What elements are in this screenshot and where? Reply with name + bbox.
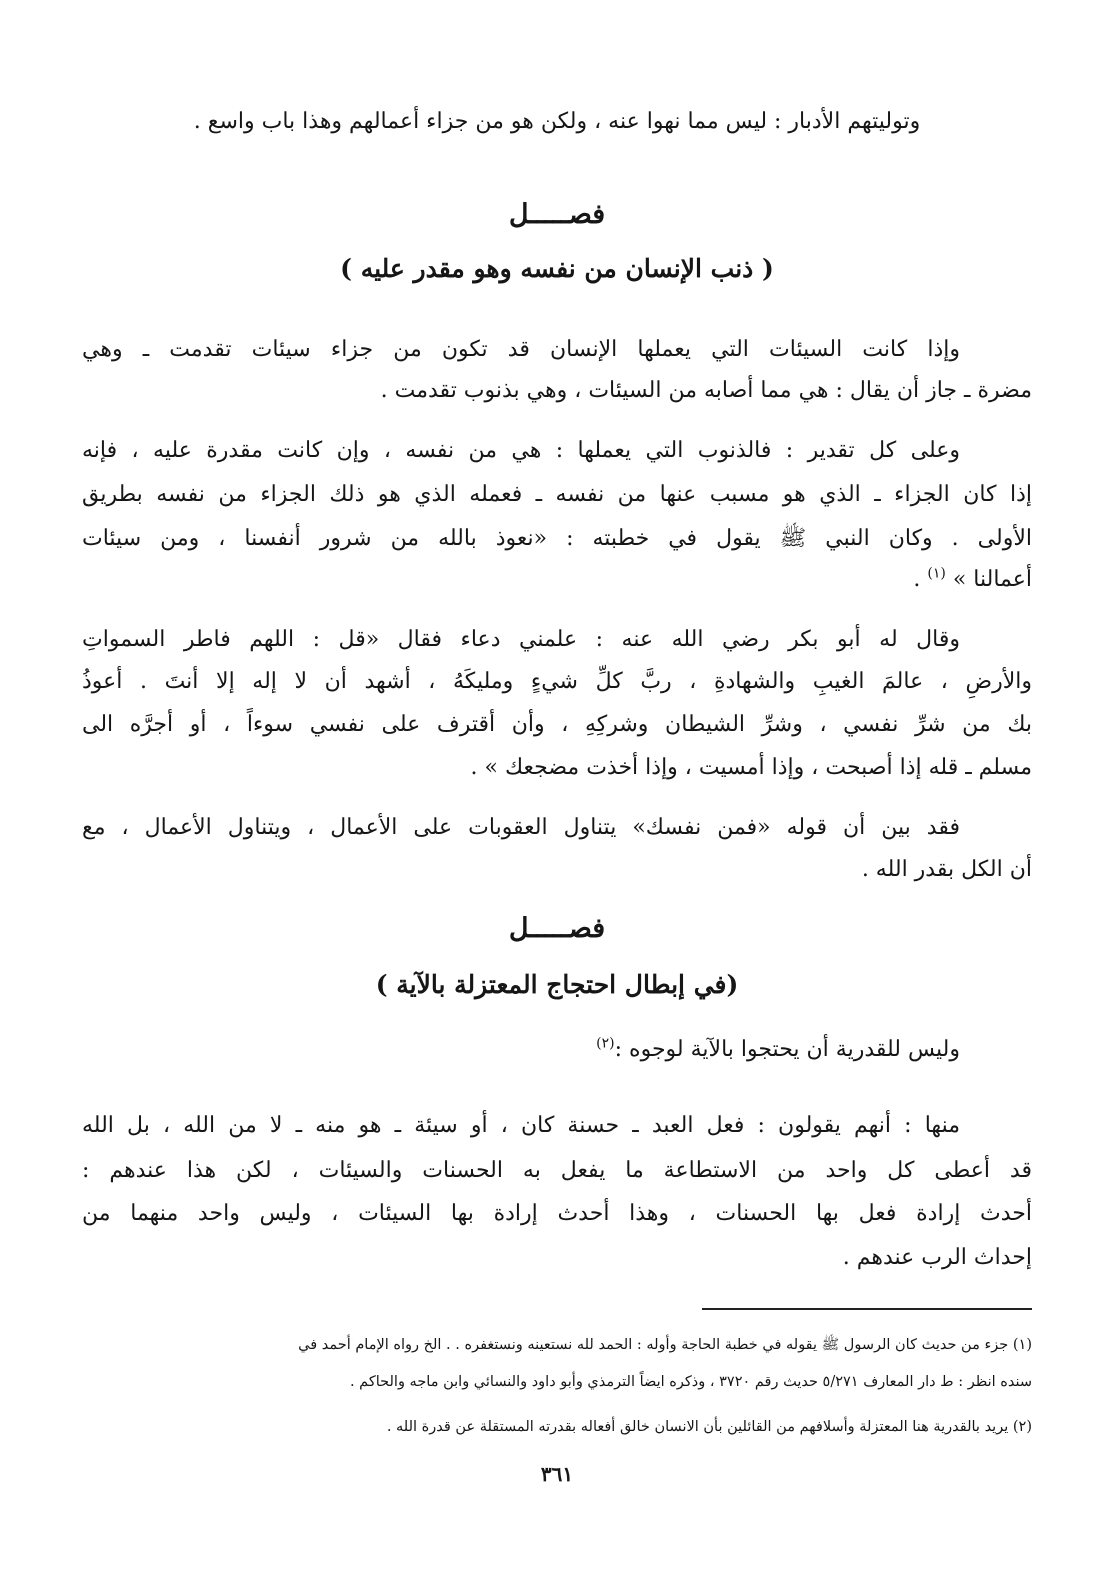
section-heading-1: فصـــــل: [508, 199, 606, 230]
paragraph-line: منها : أنهم يقولون : فعل العبد ـ حسنة كان ، أو سيئة ـ هو منه ـ لا من الله ، بل الله: [82, 1113, 960, 1138]
paragraph-line: أن الكل بقدر الله .: [861, 857, 1032, 882]
paragraph-line: وإذا كانت السيئات التي يعملها الإنسان قد تكون من جزاء سيئات تقدمت ـ وهي: [82, 337, 960, 362]
paragraph-line: مضرة ـ جاز أن يقال : هي مما أصابه من السيئات ، وهي بذنوب تقدمت .: [380, 378, 1032, 403]
paragraph-line: الأولى . وكان النبي ﷺ يقول في خطبته : «نعوذ بالله من شرور أنفسنا ، ومن سيئات: [82, 526, 1032, 551]
footnote-1-line: سنده انظر : ط دار المعارف ٥/٢٧١ حديث رقم ٣٧٢٠ ، وذكره ايضاً الترمذي وأبو داود والنسائي وابن ماجه والحاكم .: [349, 1374, 1032, 1390]
paragraph-text: أعمالنا »: [952, 567, 1032, 592]
lead-line: [82, 1034, 1032, 1066]
paragraph-line: والأرضِ ، عالمَ الغيبِ والشهادةِ ، ربَّ كلِّ شيءٍ ومليكَهُ ، أشهد أن لا إله إلا أنتَ . أعوذُ: [82, 669, 1032, 694]
footnote-1-line: (١) جزء من حديث كان الرسول ﷺ يقوله في خطبة الحاجة وأوله : الحمد لله نستعينه ونستغفره . . الخ رواه الإمام أحمد في: [298, 1337, 1032, 1353]
paragraph-line: إذا كان الجزاء ـ الذي هو مسبب عنها من نفسه ـ فعمله الذي هو ذلك الجزاء من نفسه بطريق: [82, 482, 1032, 507]
footnote-ref-1: (١): [927, 565, 946, 582]
paragraph-line: فقد بين أن قوله «فمن نفسك» يتناول العقوبات على الأعمال ، ويتناول الأعمال ، مع: [82, 815, 960, 840]
intro-line: وتوليتهم الأدبار : ليس مما نهوا عنه ، ولكن هو من جزاء أعمالهم وهذا باب واسع .: [193, 109, 921, 134]
paragraph-line: بك من شرِّ نفسي ، وشرِّ الشيطان وشركِهِ ، وأن أقترف على نفسي سوءاً ، أو أجرَّه الى: [82, 712, 1032, 737]
section-subtitle-1: ( ذنب الإنسان من نفسه وهو مقدر عليه ): [340, 254, 774, 283]
page: [82, 0, 1032, 1580]
footnote-2: (٢) يريد بالقدرية هنا المعتزلة وأسلافهم من القائلين بأن الانسان خالق أفعاله بقدرته المستقلة عن قدرة الله .: [386, 1419, 1032, 1435]
paragraph-line: إحداث الرب عندهم .: [842, 1245, 1032, 1270]
paragraph-line: قد أعطى كل واحد من الاستطاعة ما يفعل به الحسنات والسيئات ، لكن هذا عندهم :: [82, 1158, 1032, 1183]
paragraph-line: أعمالنا » $^{(١)}$ .: [913, 565, 1032, 592]
paragraph-line: أحدث إرادة فعل بها الحسنات ، وهذا أحدث إرادة بها السيئات ، وليس واحد منهما من: [82, 1201, 1032, 1226]
paragraph-line: مسلم ـ قله إذا أصبحت ، وإذا أمسيت ، وإذا أخذت مضجعك » .: [470, 755, 1032, 780]
page-number: ٣٦١: [540, 1462, 574, 1486]
footnote-ref-2: (٢): [596, 1035, 615, 1052]
lead-text: وليس للقدرية أن يحتجوا بالآية لوجوه :: [614, 1037, 960, 1062]
section-subtitle-2: (في إبطال احتجاج المعتزلة بالآية ): [375, 970, 739, 999]
footnote-divider: [702, 1308, 1032, 1310]
paragraph-line: وقال له أبو بكر رضي الله عنه : علمني دعاء فقال «قل : اللهم فاطر السمواتِ: [82, 627, 960, 652]
paragraph-line: وعلى كل تقدير : فالذنوب التي يعملها : هي من نفسه ، وإن كانت مقدرة عليه ، فإنه: [82, 438, 960, 463]
section-heading-2: فصـــــل: [508, 913, 606, 944]
